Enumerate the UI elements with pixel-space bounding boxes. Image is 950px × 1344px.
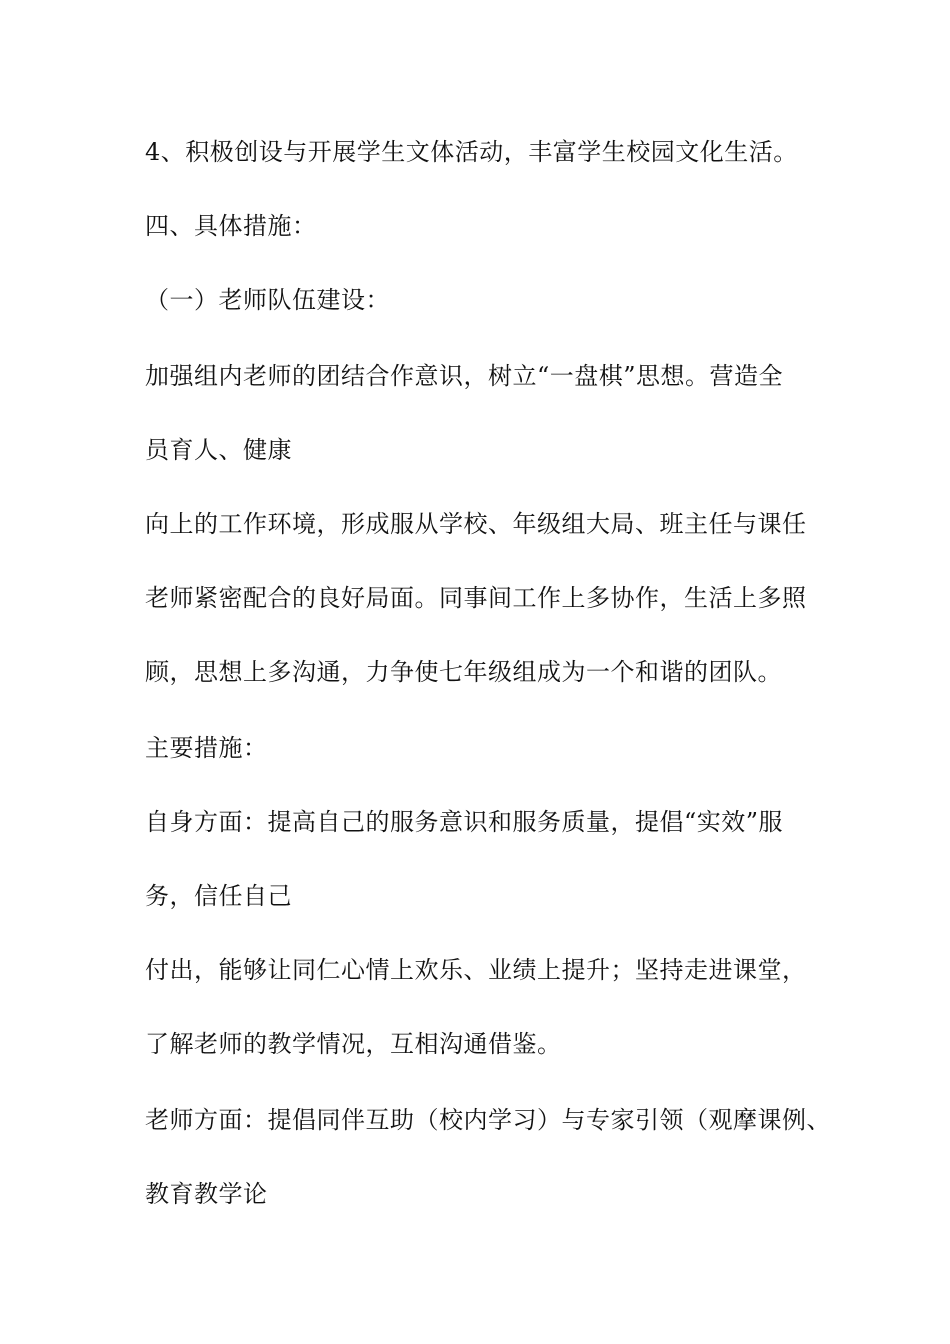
- subsection-heading: （一）老师队伍建设：: [145, 286, 390, 314]
- text-line: 向上的工作环境，形成服从学校、年级组大局、班主任与课任: [145, 510, 807, 538]
- section-heading: 四、具体措施：: [145, 212, 317, 240]
- text-line: 务，信任自己: [145, 882, 292, 910]
- text-line: 教育教学论: [145, 1180, 268, 1208]
- text-line: 付出，能够让同仁心情上欢乐、业绩上提升；坚持走进课堂，: [145, 956, 807, 984]
- text-line: 了解老师的教学情况，互相沟通借鉴。: [145, 1030, 562, 1058]
- text-line: 主要措施：: [145, 734, 268, 762]
- text-line: 顾，思想上多沟通，力争使七年级组成为一个和谐的团队。: [145, 658, 782, 686]
- text-line: 老师方面：提倡同伴互助（校内学习）与专家引领（观摩课例、: [145, 1106, 831, 1134]
- text-line: 员育人、健康: [145, 436, 292, 464]
- text-line: 4、积极创设与开展学生文体活动，丰富学生校园文化生活。: [145, 138, 798, 166]
- text-line: 老师紧密配合的良好局面。同事间工作上多协作，生活上多照: [145, 584, 807, 612]
- text-line: 自身方面：提高自己的服务意识和服务质量，提倡“实效”服: [145, 808, 784, 836]
- text-line: 加强组内老师的团结合作意识，树立“一盘棋”思想。营造全: [145, 362, 784, 390]
